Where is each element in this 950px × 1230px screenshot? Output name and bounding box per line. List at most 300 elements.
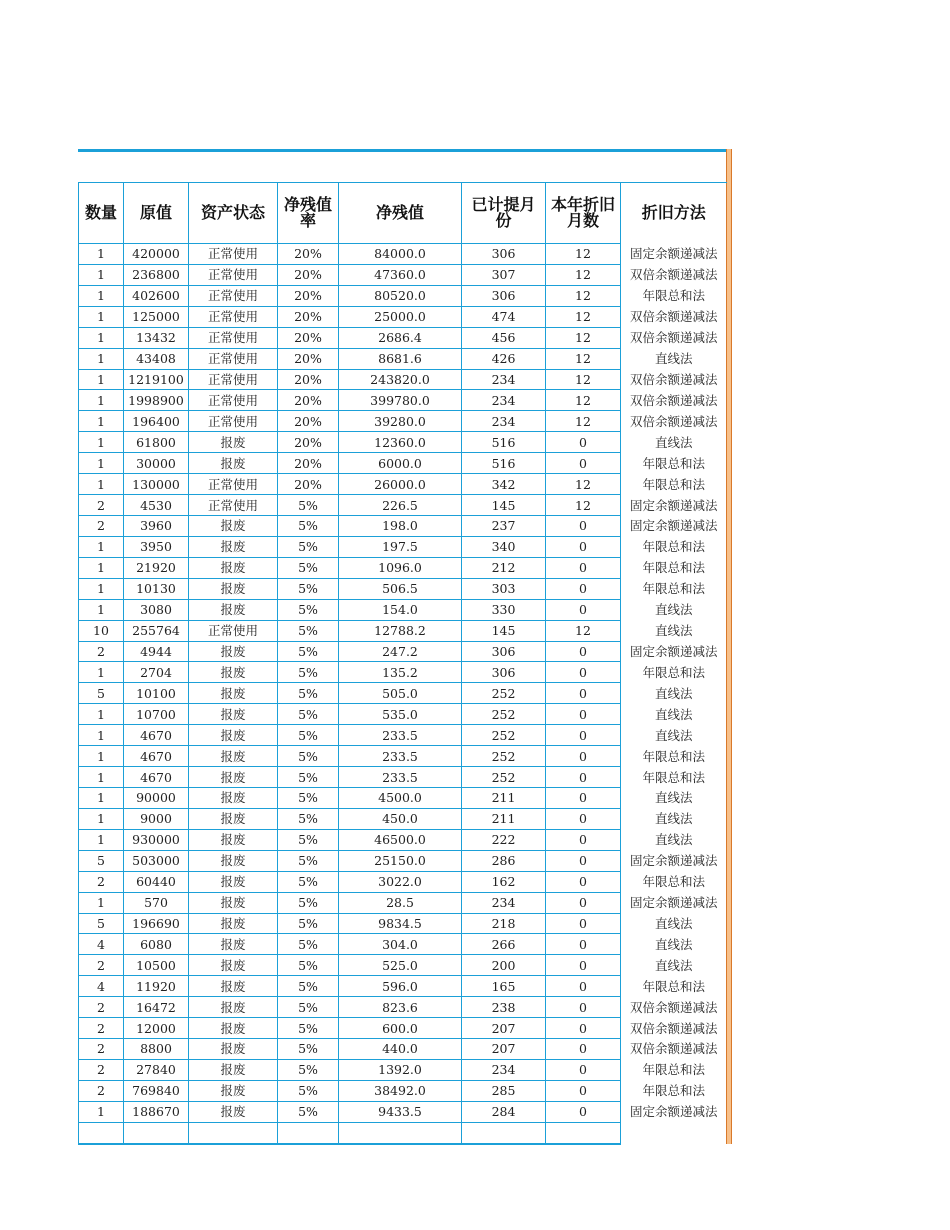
cell-months-this-year: 12 [546, 620, 621, 641]
cell-original-value: 4944 [124, 641, 189, 662]
cell-asset-status: 报废 [189, 934, 278, 955]
cell-months-this-year: 0 [546, 641, 621, 662]
cell-quantity: 10 [79, 620, 124, 641]
cell-months-this-year: 0 [546, 578, 621, 599]
cell-salvage-value: 506.5 [339, 578, 462, 599]
cell-quantity: 1 [79, 306, 124, 327]
cell-original-value: 10130 [124, 578, 189, 599]
cell-salvage-rate: 5% [278, 892, 339, 913]
cell-months-accrued: 306 [462, 641, 546, 662]
cell-quantity: 1 [79, 662, 124, 683]
cell-months-this-year: 0 [546, 515, 621, 536]
cell-months-accrued: 252 [462, 683, 546, 704]
cell-quantity: 2 [79, 1059, 124, 1080]
table-row [79, 871, 727, 892]
column-header-original-value: 原值 [124, 183, 189, 244]
table-row [79, 536, 727, 557]
cell-months-accrued: 342 [462, 474, 546, 495]
cell-depreciation-method: 固定余额递减法 [629, 518, 718, 534]
cell-quantity: 1 [79, 327, 124, 348]
months-this-year-label: 本年折旧月数 [551, 195, 616, 230]
cell-quantity: 1 [79, 432, 124, 453]
cell-months-this-year: 0 [546, 1018, 621, 1039]
cell-salvage-rate: 5% [278, 913, 339, 934]
cell-salvage-rate: 5% [278, 557, 339, 578]
cell-salvage-rate: 5% [278, 536, 339, 557]
cell-asset-status: 正常使用 [189, 474, 278, 495]
cell-original-value: 570 [124, 892, 189, 913]
asset-table [78, 182, 727, 1145]
cell-asset-status: 报废 [189, 578, 278, 599]
cell-salvage-value: 46500.0 [339, 829, 462, 850]
cell-depreciation-method: 双倍余额递减法 [629, 309, 718, 325]
column-header-salvage-value: 净残值 [339, 183, 462, 244]
cell-original-value: 3950 [124, 536, 189, 557]
cell-asset-status: 报废 [189, 976, 278, 997]
cell-salvage-value: 197.5 [339, 536, 462, 557]
cell-depreciation-method: 直线法 [654, 351, 693, 367]
cell-salvage-rate: 20% [278, 306, 339, 327]
cell-months-this-year: 12 [546, 369, 621, 390]
cell-salvage-rate: 5% [278, 829, 339, 850]
cell-original-value: 4530 [124, 495, 189, 516]
cell-salvage-value: 505.0 [339, 683, 462, 704]
cell-asset-status: 报废 [189, 767, 278, 788]
cell-salvage-rate: 5% [278, 620, 339, 641]
cell-months-accrued: 474 [462, 306, 546, 327]
cell-months-this-year: 12 [546, 474, 621, 495]
cell-months-this-year: 0 [546, 453, 621, 474]
cell-asset-status: 正常使用 [189, 620, 278, 641]
cell-months-accrued: 207 [462, 1018, 546, 1039]
cell-asset-status: 正常使用 [189, 327, 278, 348]
cell-original-value: 130000 [124, 474, 189, 495]
cell-depreciation-method: 固定余额递减法 [629, 643, 718, 659]
cell-quantity: 1 [79, 829, 124, 850]
cell-months-accrued: 303 [462, 578, 546, 599]
cell-salvage-rate: 5% [278, 704, 339, 725]
cell-quantity: 1 [79, 244, 124, 265]
cell-quantity: 1 [79, 578, 124, 599]
table-row [79, 411, 727, 432]
cell-quantity: 1 [79, 1101, 124, 1122]
cell-original-value: 12000 [124, 1018, 189, 1039]
cell-salvage-rate: 20% [278, 369, 339, 390]
cell-depreciation-method: 固定余额递减法 [629, 853, 718, 869]
cell-months-accrued: 145 [462, 495, 546, 516]
cell-asset-status: 报废 [189, 871, 278, 892]
cell-months-this-year: 12 [546, 348, 621, 369]
table-row [79, 1080, 727, 1101]
table-row [79, 787, 727, 808]
cell-original-value: 930000 [124, 829, 189, 850]
table-row [79, 1018, 727, 1039]
cell-original-value: 16472 [124, 997, 189, 1018]
empty-cell [546, 1122, 621, 1143]
cell-depreciation-method: 直线法 [654, 727, 693, 743]
empty-cell [79, 1122, 124, 1143]
cell-depreciation-method: 直线法 [654, 434, 693, 450]
cell-months-this-year: 12 [546, 327, 621, 348]
cell-months-this-year: 0 [546, 1039, 621, 1060]
cell-depreciation-method: 年限总和法 [642, 1062, 705, 1078]
cell-months-this-year: 0 [546, 1059, 621, 1080]
cell-months-this-year: 0 [546, 536, 621, 557]
cell-salvage-rate: 5% [278, 808, 339, 829]
cell-months-accrued: 207 [462, 1039, 546, 1060]
table-row [79, 955, 727, 976]
cell-original-value: 8800 [124, 1039, 189, 1060]
empty-row [79, 1122, 727, 1143]
cell-depreciation-method: 直线法 [654, 936, 693, 952]
cell-asset-status: 正常使用 [189, 244, 278, 265]
cell-months-this-year: 0 [546, 934, 621, 955]
cell-salvage-rate: 5% [278, 746, 339, 767]
cell-salvage-value: 450.0 [339, 808, 462, 829]
cell-months-accrued: 145 [462, 620, 546, 641]
cell-depreciation-method: 双倍余额递减法 [629, 371, 718, 387]
cell-salvage-rate: 20% [278, 348, 339, 369]
cell-original-value: 43408 [124, 348, 189, 369]
cell-salvage-rate: 5% [278, 641, 339, 662]
cell-salvage-value: 9433.5 [339, 1101, 462, 1122]
cell-months-this-year: 0 [546, 432, 621, 453]
table-row [79, 348, 727, 369]
cell-salvage-value: 25150.0 [339, 850, 462, 871]
cell-months-this-year: 0 [546, 767, 621, 788]
cell-asset-status: 报废 [189, 787, 278, 808]
table-row [79, 1039, 727, 1060]
cell-months-this-year: 0 [546, 829, 621, 850]
cell-asset-status: 报废 [189, 557, 278, 578]
table-row [79, 850, 727, 871]
cell-asset-status: 报废 [189, 850, 278, 871]
table-row [79, 264, 727, 285]
cell-asset-status: 正常使用 [189, 306, 278, 327]
table-row [79, 683, 727, 704]
cell-asset-status: 报废 [189, 892, 278, 913]
cell-salvage-rate: 5% [278, 1101, 339, 1122]
cell-months-accrued: 284 [462, 1101, 546, 1122]
cell-salvage-rate: 20% [278, 453, 339, 474]
cell-salvage-value: 154.0 [339, 599, 462, 620]
empty-cell [462, 1122, 546, 1143]
cell-quantity: 2 [79, 1018, 124, 1039]
cell-original-value: 255764 [124, 620, 189, 641]
cell-months-accrued: 516 [462, 432, 546, 453]
cell-quantity: 2 [79, 641, 124, 662]
cell-asset-status: 报废 [189, 662, 278, 683]
cell-salvage-value: 233.5 [339, 725, 462, 746]
cell-asset-status: 报废 [189, 746, 278, 767]
cell-salvage-rate: 5% [278, 976, 339, 997]
cell-salvage-value: 12360.0 [339, 432, 462, 453]
cell-salvage-value: 4500.0 [339, 787, 462, 808]
cell-salvage-value: 198.0 [339, 515, 462, 536]
cell-asset-status: 报废 [189, 829, 278, 850]
cell-salvage-rate: 5% [278, 997, 339, 1018]
asset-depreciation-sheet [78, 182, 726, 1145]
empty-cell [339, 1122, 462, 1143]
cell-salvage-value: 525.0 [339, 955, 462, 976]
cell-depreciation-method: 固定余额递减法 [629, 246, 718, 262]
table-row [79, 641, 727, 662]
cell-depreciation-method: 直线法 [654, 790, 693, 806]
cell-quantity: 5 [79, 913, 124, 934]
table-row [79, 808, 727, 829]
cell-depreciation-method: 双倍余额递减法 [629, 999, 718, 1015]
cell-months-accrued: 162 [462, 871, 546, 892]
empty-cell [124, 1122, 189, 1143]
cell-months-this-year: 0 [546, 997, 621, 1018]
table-row [79, 306, 727, 327]
months-accrued-label: 已计提月份 [471, 195, 536, 230]
cell-depreciation-method: 直线法 [654, 623, 693, 639]
cell-depreciation-method: 年限总和法 [642, 581, 705, 597]
cell-original-value: 13432 [124, 327, 189, 348]
cell-depreciation-method: 固定余额递减法 [629, 497, 718, 513]
cell-salvage-value: 823.6 [339, 997, 462, 1018]
table-row [79, 327, 727, 348]
cell-months-this-year: 0 [546, 599, 621, 620]
cell-depreciation-method: 固定余额递减法 [629, 895, 718, 911]
cell-months-accrued: 252 [462, 704, 546, 725]
cell-salvage-rate: 20% [278, 390, 339, 411]
cell-original-value: 2704 [124, 662, 189, 683]
cell-salvage-rate: 5% [278, 1039, 339, 1060]
cell-original-value: 420000 [124, 244, 189, 265]
cell-quantity: 1 [79, 599, 124, 620]
cell-months-accrued: 212 [462, 557, 546, 578]
cell-months-accrued: 456 [462, 327, 546, 348]
cell-months-this-year: 0 [546, 662, 621, 683]
table-row [79, 515, 727, 536]
cell-asset-status: 正常使用 [189, 411, 278, 432]
cell-quantity: 1 [79, 369, 124, 390]
cell-salvage-value: 1096.0 [339, 557, 462, 578]
cell-months-accrued: 234 [462, 411, 546, 432]
cell-months-accrued: 516 [462, 453, 546, 474]
table-row [79, 244, 727, 265]
cell-asset-status: 报废 [189, 955, 278, 976]
cell-asset-status: 报废 [189, 515, 278, 536]
cell-salvage-rate: 20% [278, 327, 339, 348]
cell-salvage-rate: 5% [278, 871, 339, 892]
cell-salvage-rate: 5% [278, 683, 339, 704]
column-header-months-this-year [546, 183, 621, 244]
table-row [79, 829, 727, 850]
cell-depreciation-method: 直线法 [654, 957, 693, 973]
cell-salvage-rate: 20% [278, 264, 339, 285]
cell-quantity: 1 [79, 725, 124, 746]
cell-original-value: 236800 [124, 264, 189, 285]
cell-salvage-value: 596.0 [339, 976, 462, 997]
cell-original-value: 61800 [124, 432, 189, 453]
cell-salvage-value: 39280.0 [339, 411, 462, 432]
table-row [79, 913, 727, 934]
cell-depreciation-method: 双倍余额递减法 [629, 413, 718, 429]
cell-salvage-rate: 5% [278, 662, 339, 683]
column-header-salvage-rate [278, 183, 339, 244]
cell-depreciation-method: 年限总和法 [642, 874, 705, 890]
cell-months-this-year: 12 [546, 244, 621, 265]
table-row [79, 369, 727, 390]
cell-salvage-value: 2686.4 [339, 327, 462, 348]
cell-original-value: 402600 [124, 285, 189, 306]
cell-salvage-rate: 5% [278, 495, 339, 516]
cell-salvage-rate: 20% [278, 244, 339, 265]
cell-months-accrued: 211 [462, 787, 546, 808]
cell-quantity: 1 [79, 453, 124, 474]
cell-depreciation-method: 年限总和法 [642, 476, 705, 492]
cell-months-accrued: 286 [462, 850, 546, 871]
cell-asset-status: 正常使用 [189, 264, 278, 285]
table-row [79, 997, 727, 1018]
cell-quantity: 1 [79, 285, 124, 306]
cell-original-value: 10700 [124, 704, 189, 725]
cell-months-accrued: 340 [462, 536, 546, 557]
cell-quantity: 2 [79, 1080, 124, 1101]
cell-months-accrued: 252 [462, 767, 546, 788]
cell-original-value: 769840 [124, 1080, 189, 1101]
cell-depreciation-method: 直线法 [654, 706, 693, 722]
cell-asset-status: 报废 [189, 913, 278, 934]
cell-months-accrued: 252 [462, 746, 546, 767]
cell-original-value: 11920 [124, 976, 189, 997]
cell-months-this-year: 12 [546, 411, 621, 432]
table-row [79, 1101, 727, 1122]
cell-salvage-value: 47360.0 [339, 264, 462, 285]
cell-months-accrued: 306 [462, 285, 546, 306]
cell-months-accrued: 234 [462, 1059, 546, 1080]
cell-original-value: 4670 [124, 767, 189, 788]
cell-asset-status: 报废 [189, 997, 278, 1018]
cell-quantity: 2 [79, 955, 124, 976]
cell-original-value: 188670 [124, 1101, 189, 1122]
cell-months-this-year: 12 [546, 495, 621, 516]
cell-salvage-rate: 5% [278, 725, 339, 746]
cell-quantity: 1 [79, 746, 124, 767]
table-row [79, 474, 727, 495]
cell-salvage-value: 8681.6 [339, 348, 462, 369]
table-row [79, 620, 727, 641]
cell-asset-status: 报废 [189, 1080, 278, 1101]
cell-months-accrued: 234 [462, 390, 546, 411]
cell-original-value: 10100 [124, 683, 189, 704]
cell-quantity: 2 [79, 515, 124, 536]
table-row [79, 1059, 727, 1080]
cell-asset-status: 正常使用 [189, 390, 278, 411]
empty-cell [278, 1122, 339, 1143]
cell-quantity: 1 [79, 787, 124, 808]
cell-salvage-value: 80520.0 [339, 285, 462, 306]
cell-asset-status: 报废 [189, 704, 278, 725]
cell-quantity: 2 [79, 1039, 124, 1060]
cell-depreciation-method: 固定余额递减法 [629, 1104, 718, 1120]
cell-depreciation-method: 双倍余额递减法 [629, 1041, 718, 1057]
cell-asset-status: 报废 [189, 432, 278, 453]
cell-quantity: 1 [79, 474, 124, 495]
table-row [79, 453, 727, 474]
cell-original-value: 90000 [124, 787, 189, 808]
cell-quantity: 1 [79, 892, 124, 913]
cell-months-accrued: 306 [462, 662, 546, 683]
table-body [79, 244, 727, 1144]
cell-depreciation-method: 双倍余额递减法 [629, 1020, 718, 1036]
cell-depreciation-method: 年限总和法 [642, 1083, 705, 1099]
cell-original-value: 60440 [124, 871, 189, 892]
cell-salvage-value: 135.2 [339, 662, 462, 683]
empty-cell [621, 1122, 727, 1143]
cell-months-this-year: 0 [546, 850, 621, 871]
cell-asset-status: 报废 [189, 536, 278, 557]
cell-depreciation-method: 直线法 [654, 811, 693, 827]
cell-months-accrued: 266 [462, 934, 546, 955]
cell-depreciation-method: 年限总和法 [642, 664, 705, 680]
cell-salvage-value: 1392.0 [339, 1059, 462, 1080]
cell-salvage-rate: 5% [278, 599, 339, 620]
table-row [79, 390, 727, 411]
cell-salvage-value: 84000.0 [339, 244, 462, 265]
cell-depreciation-method: 双倍余额递减法 [629, 267, 718, 283]
cell-months-this-year: 0 [546, 704, 621, 725]
cell-months-this-year: 0 [546, 746, 621, 767]
cell-quantity: 2 [79, 495, 124, 516]
cell-asset-status: 报废 [189, 1059, 278, 1080]
table-row [79, 746, 727, 767]
cell-months-this-year: 0 [546, 683, 621, 704]
cell-salvage-value: 26000.0 [339, 474, 462, 495]
cell-asset-status: 报废 [189, 641, 278, 662]
cell-months-this-year: 12 [546, 390, 621, 411]
cell-asset-status: 报废 [189, 808, 278, 829]
top-border-line [78, 149, 732, 152]
cell-asset-status: 报废 [189, 453, 278, 474]
cell-salvage-rate: 5% [278, 787, 339, 808]
cell-depreciation-method: 双倍余额递减法 [629, 330, 718, 346]
cell-original-value: 9000 [124, 808, 189, 829]
cell-salvage-value: 12788.2 [339, 620, 462, 641]
cell-months-accrued: 307 [462, 264, 546, 285]
cell-months-accrued: 211 [462, 808, 546, 829]
cell-original-value: 27840 [124, 1059, 189, 1080]
table-row [79, 662, 727, 683]
cell-asset-status: 报废 [189, 1018, 278, 1039]
cell-salvage-value: 440.0 [339, 1039, 462, 1060]
cell-depreciation-method: 直线法 [654, 832, 693, 848]
cell-salvage-value: 6000.0 [339, 453, 462, 474]
cell-depreciation-method: 年限总和法 [642, 455, 705, 471]
cell-months-accrued: 200 [462, 955, 546, 976]
table-row [79, 976, 727, 997]
cell-months-accrued: 237 [462, 515, 546, 536]
cell-months-accrued: 238 [462, 997, 546, 1018]
cell-quantity: 1 [79, 808, 124, 829]
cell-salvage-rate: 5% [278, 515, 339, 536]
cell-depreciation-method: 直线法 [654, 602, 693, 618]
cell-months-this-year: 0 [546, 808, 621, 829]
cell-months-this-year: 0 [546, 892, 621, 913]
cell-months-accrued: 252 [462, 725, 546, 746]
cell-original-value: 503000 [124, 850, 189, 871]
cell-salvage-rate: 5% [278, 850, 339, 871]
cell-salvage-value: 535.0 [339, 704, 462, 725]
cell-quantity: 4 [79, 934, 124, 955]
cell-depreciation-method: 双倍余额递减法 [629, 392, 718, 408]
cell-months-accrued: 222 [462, 829, 546, 850]
cell-original-value: 1219100 [124, 369, 189, 390]
cell-months-this-year: 0 [546, 725, 621, 746]
